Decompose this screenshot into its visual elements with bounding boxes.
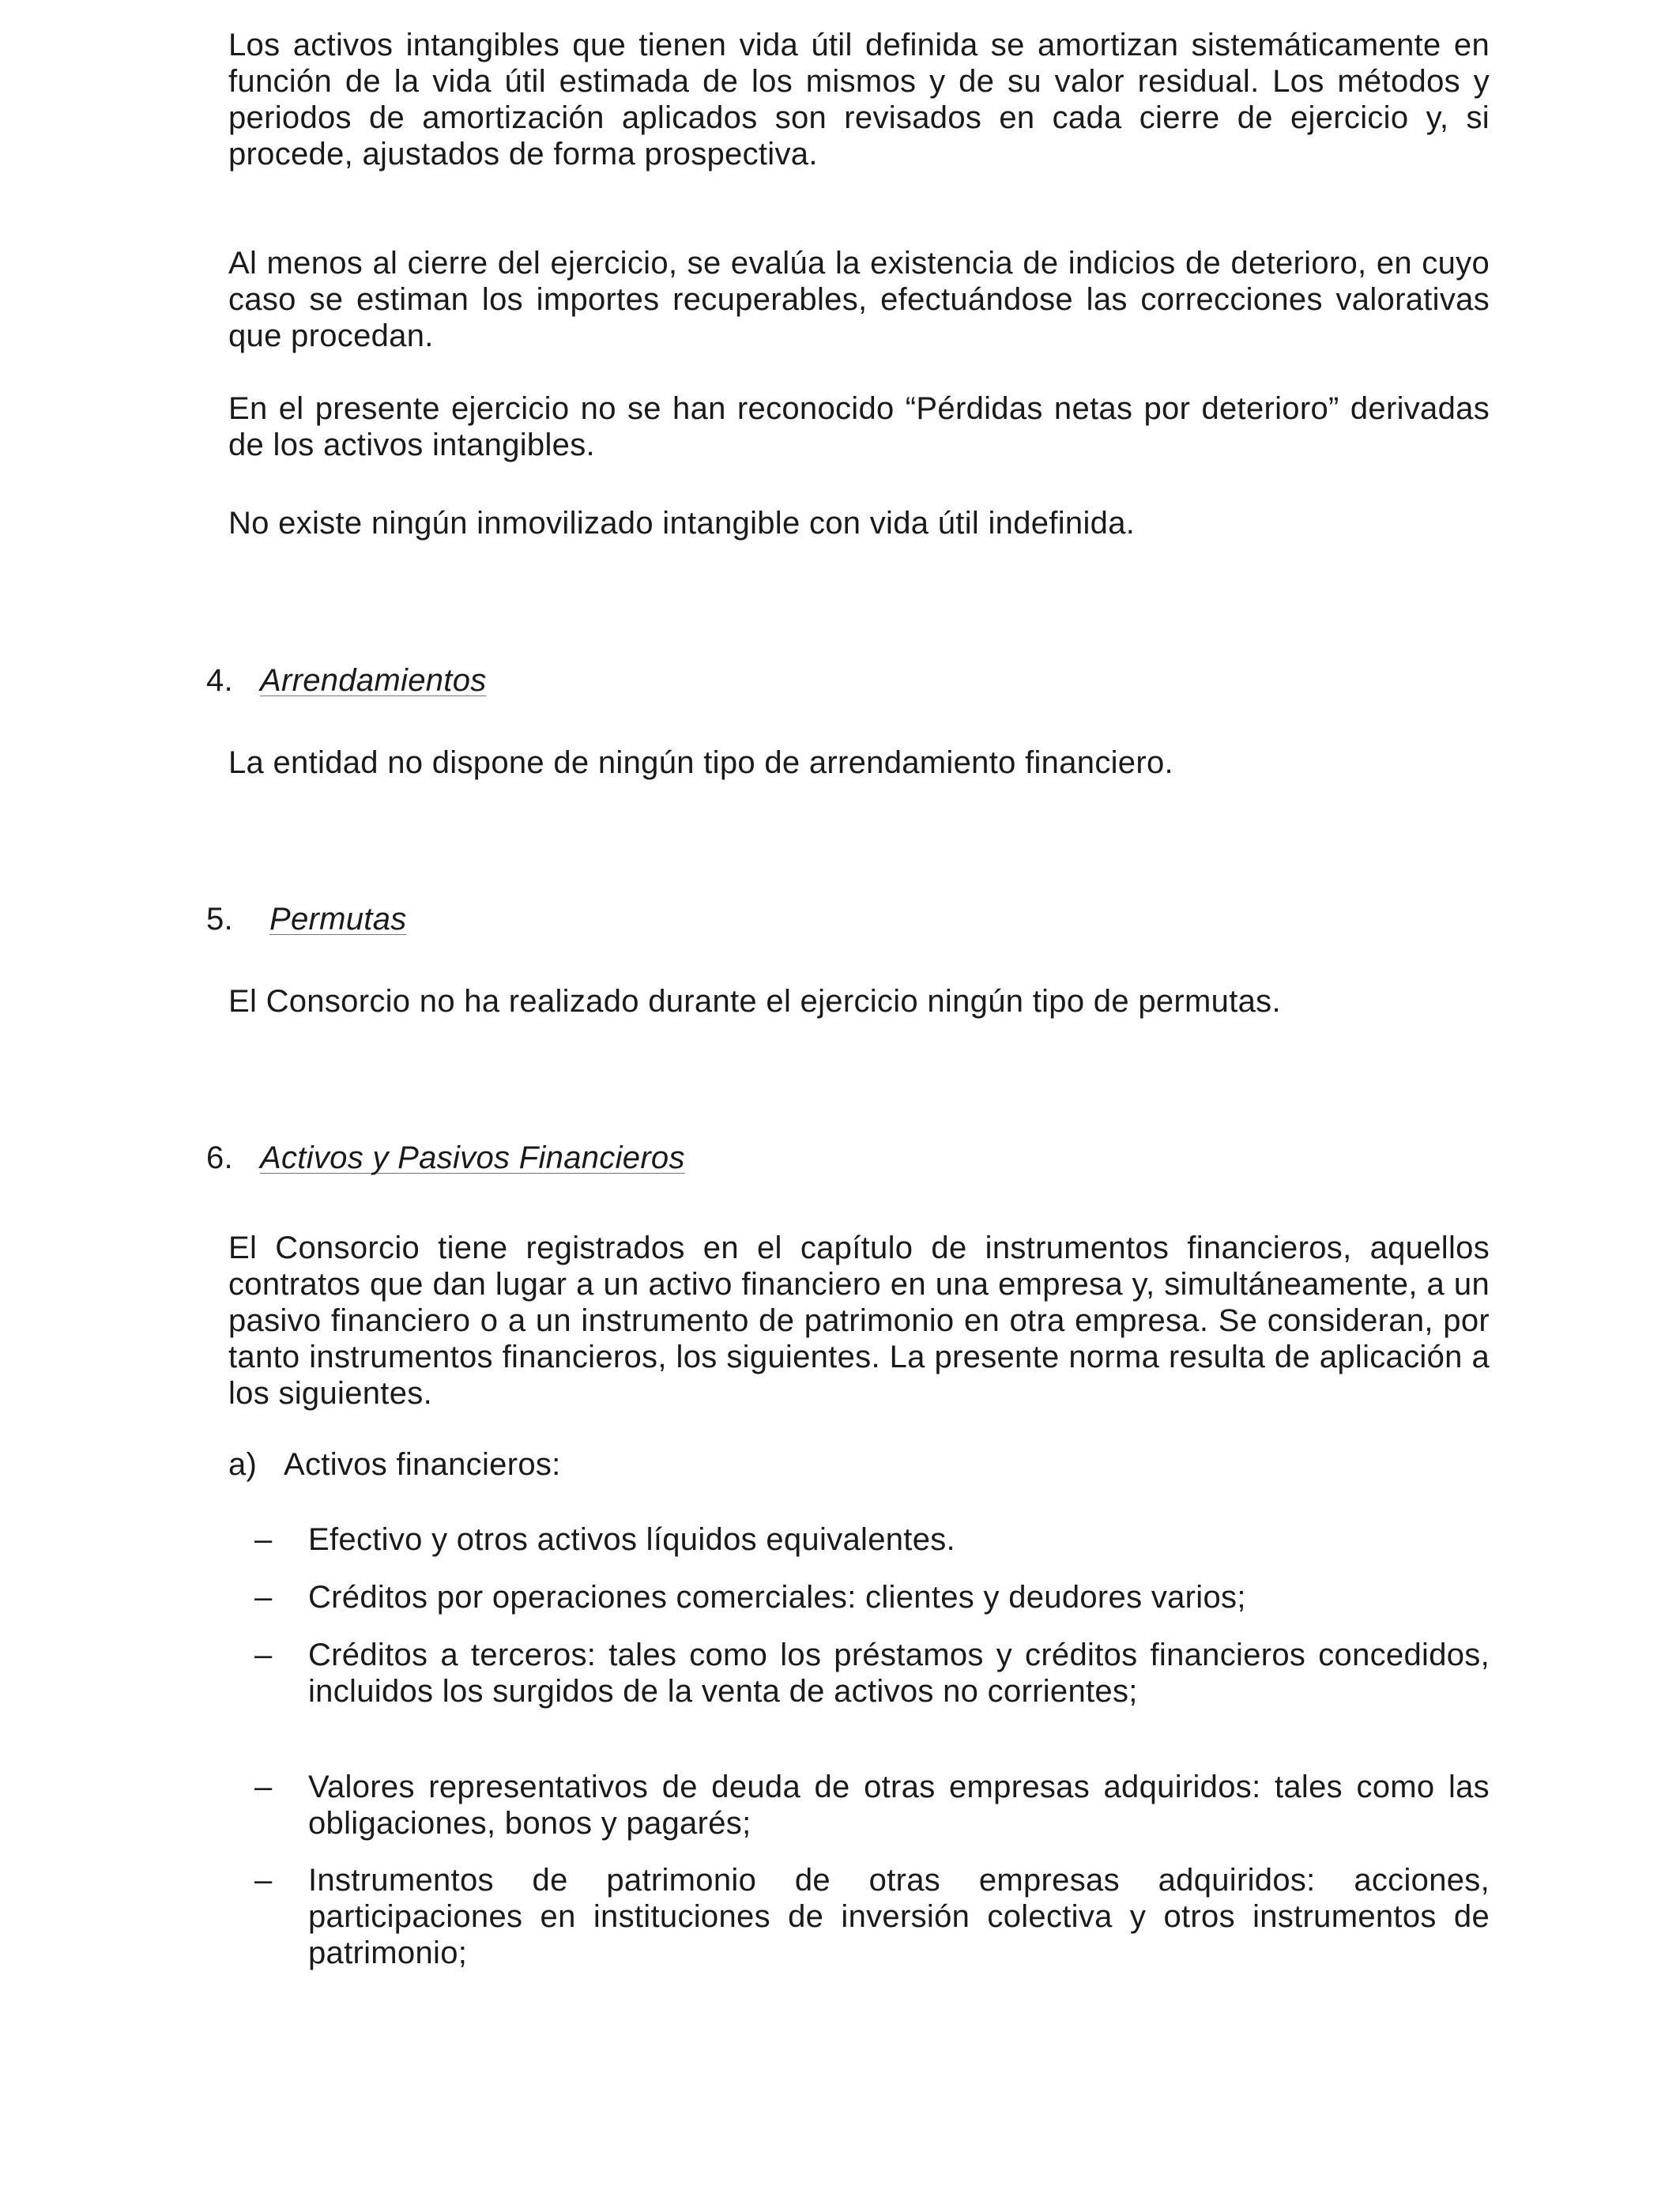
subsection-label: Activos financieros: <box>284 1447 561 1482</box>
section-5-body: El Consorcio no ha realizado durante el ejercicio ningún tipo de permutas. <box>228 984 1281 1019</box>
dash-bullet-icon: – <box>254 1770 273 1804</box>
dash-bullet-icon: – <box>254 1638 273 1672</box>
list-item-text: Créditos a terceros: tales como los préstamos y créditos financieros concedidos, incluidos los surgidos de la venta de activos no corrientes; <box>308 1638 1490 1709</box>
list-item-text: Créditos por operaciones comerciales: clientes y deudores varios; <box>308 1580 1246 1615</box>
list-item <box>254 1521 1490 1558</box>
subsection-marker: a) <box>228 1447 258 1482</box>
section-6-heading <box>206 1140 685 1176</box>
section-4-body: La entidad no dispone de ningún tipo de arrendamiento financiero. <box>228 745 1173 780</box>
dash-bullet-icon: – <box>254 1580 273 1615</box>
dash-bullet-icon: – <box>254 1522 273 1557</box>
section-4-heading <box>206 662 487 699</box>
list-item <box>254 1769 1490 1842</box>
section-title: Arrendamientos <box>260 663 487 698</box>
list-item-text: Efectivo y otros activos líquidos equivalentes. <box>308 1522 955 1557</box>
list-item <box>254 1579 1490 1615</box>
intangibles-paragraph-3: En el presente ejercicio no se han reconocido “Pérdidas netas por deterioro” derivadas de los activos intangibles. <box>228 391 1490 462</box>
section-title: Permutas <box>269 902 407 937</box>
dash-bullet-icon: – <box>254 1863 273 1898</box>
section-number: 6. <box>206 1140 233 1175</box>
list-item-text: Valores representativos de deuda de otras empresas adquiridos: tales como las obligaciones, bonos y pagarés; <box>308 1770 1490 1841</box>
section-5-heading <box>206 901 407 937</box>
list-item <box>254 1862 1490 1971</box>
intangibles-paragraph-1: Los activos intangibles que tienen vida útil definida se amortizan sistemáticamente en función de la vida útil estimada de los mismos y de su valor residual. Los métodos y periodos de amortización aplicados son revisados en cada cierre de ejercicio y, si procede, ajustados de forma prospectiva. <box>228 28 1490 172</box>
list-item-text: Instrumentos de patrimonio de otras empresas adquiridos: acciones, participaciones en instituciones de inversión colectiva y otros instrumentos de patrimonio; <box>308 1863 1490 1970</box>
section-6-body: El Consorcio tiene registrados en el capítulo de instrumentos financieros, aquellos contratos que dan lugar a un activo financiero en una empresa y, simultáneamente, a un pasivo financiero o a un instrumento de patrimonio en otra empresa. Se consideran, por tanto instrumentos financieros, los siguientes. La presente norma resulta de aplicación a los siguientes. <box>228 1231 1490 1411</box>
list-item <box>254 1637 1490 1710</box>
section-title: Activos y Pasivos Financieros <box>260 1140 685 1175</box>
intangibles-paragraph-4: No existe ningún inmovilizado intangible con vida útil indefinida. <box>228 506 1136 541</box>
intangibles-paragraph-2: Al menos al cierre del ejercicio, se evalúa la existencia de indicios de deterioro, en cuyo caso se estiman los importes recuperables, efectuándose las correcciones valorativas que procedan. <box>228 246 1490 353</box>
section-number: 5. <box>206 902 233 937</box>
subsection-a-heading <box>228 1446 561 1483</box>
section-number: 4. <box>206 663 233 698</box>
